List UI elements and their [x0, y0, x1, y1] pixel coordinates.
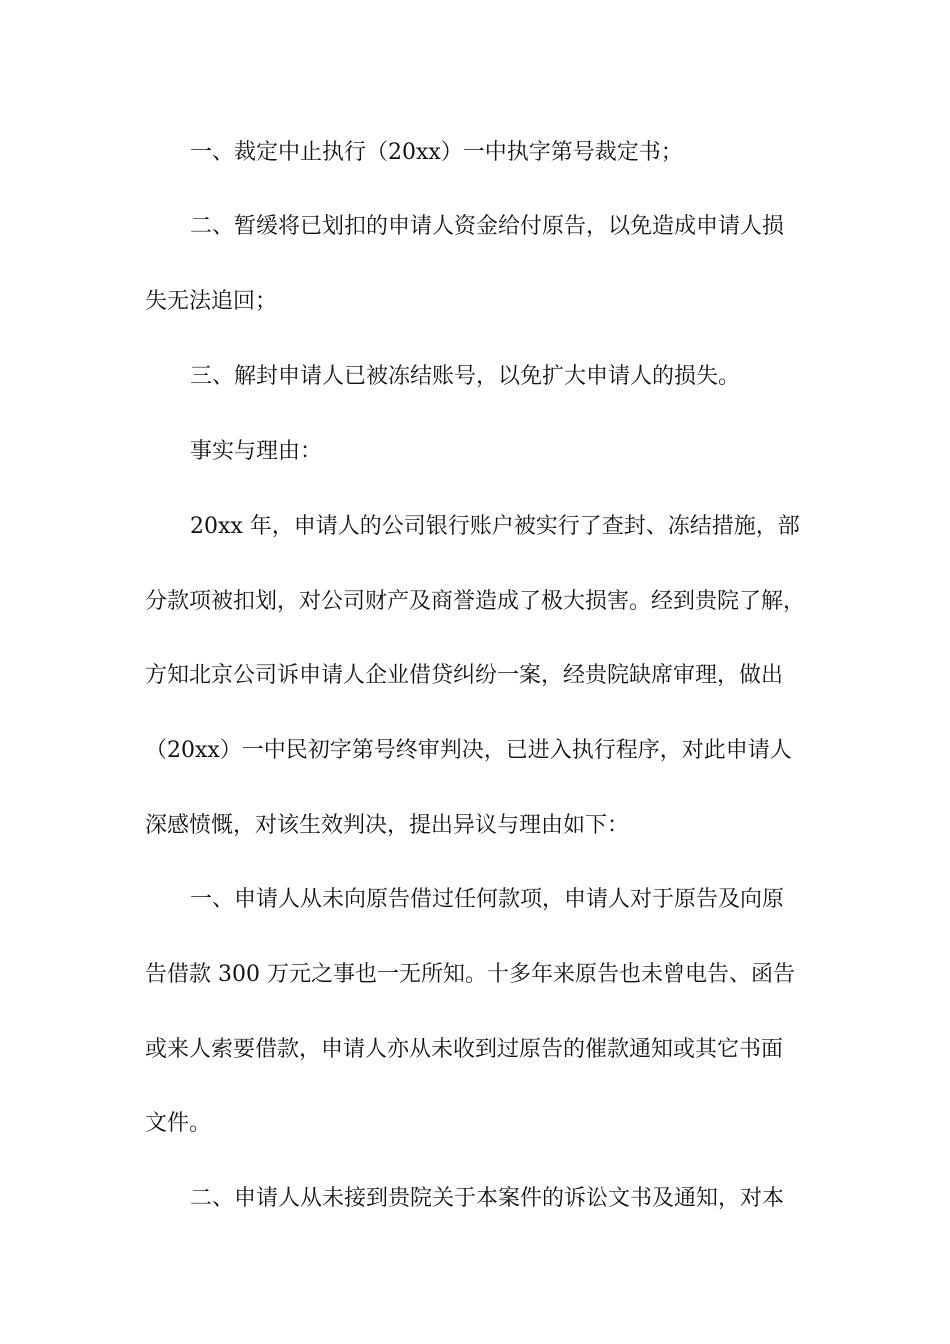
text-line: 告借款 300 万元之事也一无所知。十多年来原告也未曾电告、函告 [145, 962, 795, 987]
text-line: 二、暂缓将已划扣的申请人资金给付原告，以免造成申请人损 [190, 214, 785, 239]
text-line: 一、裁定中止执行（20xx）一中执字第号裁定书； [190, 140, 683, 165]
text-line: （20xx）一中民初字第号终审判决，已进入执行程序，对此申请人 [145, 738, 792, 763]
text-line: 二、申请人从未接到贵院关于本案件的诉讼文书及通知，对本 [190, 1186, 785, 1211]
text-line: 事实与理由： [190, 439, 323, 464]
text-line: 20xx 年，申请人的公司银行账户被实行了查封、冻结措施，部 [190, 514, 800, 539]
text-line: 分款项被扣划，对公司财产及商誉造成了极大损害。经到贵院了解， [145, 589, 806, 614]
text-line: 失无法追回； [145, 289, 278, 314]
text-line: 方知北京公司诉申请人企业借贷纠纷一案，经贵院缺席审理，做出 [145, 663, 784, 688]
text-line: 文件。 [145, 1111, 212, 1136]
text-line: 一、申请人从未向原告借过任何款项，申请人对于原告及向原 [190, 887, 785, 912]
text-line: 或来人索要借款，申请人亦从未收到过原告的催款通知或其它书面 [145, 1037, 784, 1062]
text-line: 三、解封申请人已被冻结账号，以免扩大申请人的损失。 [190, 364, 741, 389]
text-line: 深感愤慨，对该生效判决，提出异议与理由如下： [145, 813, 630, 838]
